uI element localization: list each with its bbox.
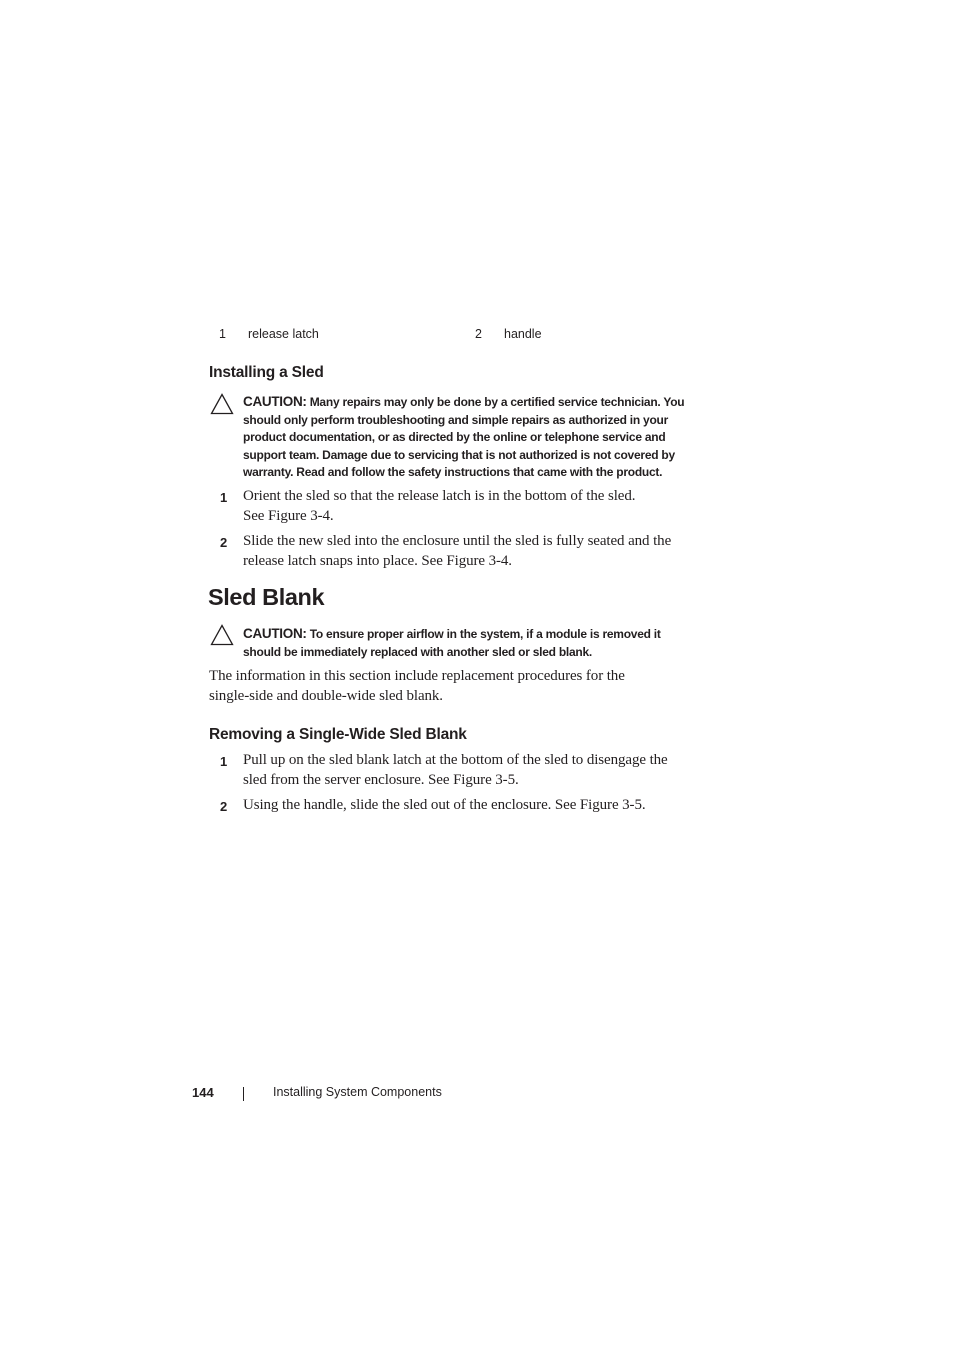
footer-divider (243, 1087, 244, 1101)
legend-number: 2 (475, 327, 482, 341)
step-number: 2 (220, 535, 228, 550)
page-number: 144 (192, 1085, 214, 1100)
caution-triangle-icon (210, 624, 234, 646)
step-text (243, 532, 671, 571)
caution-label: CAUTION: (243, 626, 307, 641)
paragraph-line: The information in this section include replacement procedures for the (209, 668, 625, 684)
footer-section-title: Installing System Components (273, 1085, 442, 1099)
caution-text (243, 625, 661, 661)
caution-line: should be immediately replaced with another sled or sled blank. (243, 644, 593, 659)
paragraph-line: single-side and double-wide sled blank. (209, 687, 443, 704)
caution-line: warranty. Read and follow the safety instructions that came with the product. (243, 465, 663, 479)
legend-number: 1 (219, 327, 226, 341)
caution-line: support team. Damage due to servicing that is not authorized is not covered by (243, 447, 675, 462)
caution-triangle-icon (210, 393, 234, 415)
step-line: Using the handle, slide the sled out of the enclosure. See Figure 3-5. (243, 797, 646, 813)
caution-line: To ensure proper airflow in the system, if a module is removed it (309, 627, 661, 641)
step-number: 1 (220, 754, 228, 769)
step-text (243, 487, 635, 526)
caution-line: product documentation, or as directed by the online or telephone service and (243, 430, 666, 444)
section-heading: Installing a Sled (209, 364, 324, 381)
step-line: See Figure 3-4. (243, 507, 334, 524)
intro-paragraph (209, 667, 625, 706)
step-number: 2 (220, 799, 228, 814)
step-line: Orient the sled so that the release latch is in the bottom of the sled. (243, 488, 636, 504)
caution-line: should only perform troubleshooting and simple repairs as authorized in your (243, 412, 669, 427)
step-line: Slide the new sled into the enclosure until the sled is fully seated and the (243, 533, 672, 549)
legend-label: release latch (248, 327, 319, 341)
step-text (243, 751, 668, 790)
caution-line: Many repairs may only be done by a certified service technician. You (309, 395, 685, 409)
step-line: sled from the server enclosure. See Figure 3-5. (243, 771, 519, 788)
step-line: release latch snaps into place. See Figure 3-4. (243, 552, 512, 569)
section-heading: Removing a Single-Wide Sled Blank (209, 726, 467, 743)
step-line: Pull up on the sled blank latch at the bottom of the sled to disengage the (243, 752, 668, 768)
chapter-heading: Sled Blank (208, 584, 325, 610)
caution-label: CAUTION: (243, 394, 307, 409)
caution-text (243, 393, 684, 482)
step-text (243, 796, 646, 816)
legend-label: handle (504, 327, 542, 341)
step-number: 1 (220, 490, 228, 505)
